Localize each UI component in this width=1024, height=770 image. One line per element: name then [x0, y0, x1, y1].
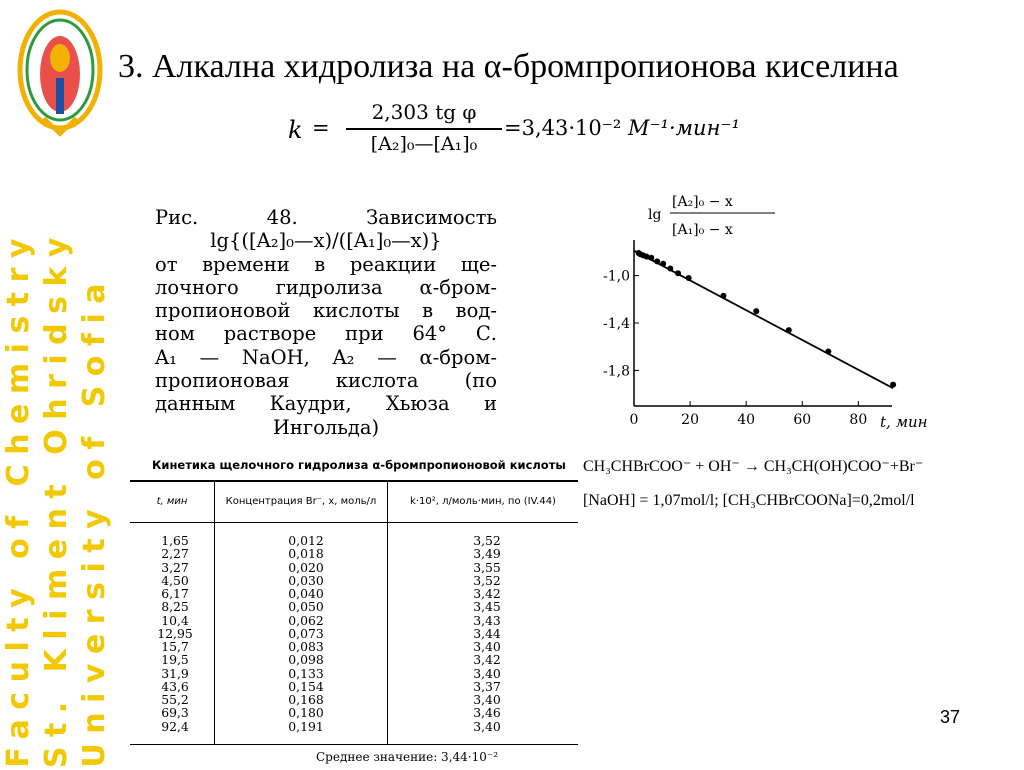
table-cell-concentration: 0,018 [288, 546, 324, 562]
caption-line: Ингольда) [272, 415, 380, 439]
data-point [660, 261, 666, 267]
formula-unit: M⁻¹·мин⁻¹ [627, 116, 740, 140]
ylabel-numerator: [A₂]₀ − x [672, 194, 733, 210]
table-header-concentration: Концентрация Br⁻, x, моль/л [215, 480, 387, 523]
table-cell-concentration: 0,154 [288, 678, 324, 694]
table-cell-concentration: 0,050 [288, 599, 324, 615]
formula-equals: = [312, 116, 330, 140]
table-header-k: k·10², л/моль·мин, по (IV.44) [388, 480, 578, 523]
table-cell-time: 12,95 [157, 625, 193, 641]
band-line-kliment: St. Kliment Ohridsky [39, 227, 74, 768]
table-cell-concentration: 0,083 [288, 639, 324, 654]
table-cell-time: 2,27 [161, 546, 189, 562]
table-cell-k: 3,49 [473, 546, 501, 562]
data-point [720, 293, 726, 299]
ylabel-denominator: [A₁]₀ − x [672, 222, 733, 238]
formula-fraction-bar [346, 128, 502, 130]
x-tick-label: 80 [849, 412, 868, 428]
university-band [0, 150, 118, 768]
table-cell-concentration: 0,168 [288, 692, 324, 707]
fit-line [634, 251, 893, 389]
table-cell-time: 10,4 [161, 612, 189, 628]
data-point [648, 255, 654, 261]
table-cell-concentration: 0,133 [288, 665, 324, 681]
caption-line: ном растворе при 64° С. [155, 322, 497, 346]
table-cell-concentration: 0,040 [288, 586, 324, 601]
table-cell-k: 3,40 [473, 665, 501, 681]
x-tick-label: 0 [629, 412, 639, 428]
caption-line: пропионовой кислоты в вод- [155, 299, 497, 323]
caption-line: лочного гидролиза α-бром- [155, 275, 497, 299]
table-footer-mean: Среднее значение: 3,44·10⁻² [316, 750, 499, 764]
kinetics-graph [600, 184, 940, 436]
data-point [654, 258, 660, 264]
table-cell-k: 3,40 [473, 639, 501, 654]
caption-line: Рис. 48. Зависимость [155, 206, 497, 229]
table-cell-concentration: 0,020 [288, 559, 324, 575]
caption-line: lg{([A₂]₀—x)/([A₁]₀—x)} [210, 229, 442, 253]
table-cell-k: 3,52 [473, 533, 501, 548]
band-line-university: University of Sofia [77, 274, 112, 768]
y-tick-label: -1,0 [603, 268, 630, 285]
table-cell-k: 3,46 [473, 705, 501, 721]
table-cell-time: 92,4 [161, 718, 189, 734]
caption-line: пропионовая кислота (по [155, 369, 497, 393]
reaction-equation: CH₃CHBrCOO⁻ + OH⁻ → CH₃CH(OH)COO⁻+Br⁻ [583, 458, 924, 475]
data-point [675, 270, 681, 276]
table-cell-k: 3,40 [473, 718, 501, 734]
table-cell-time: 31,9 [161, 665, 189, 681]
data-point [686, 275, 692, 281]
table-cell-k: 3,52 [473, 572, 501, 588]
formula-rhs [504, 116, 740, 140]
table-cell-concentration: 0,012 [288, 533, 324, 548]
caption-line: A₁ — NaOH, A₂ — α-бром- [155, 345, 497, 369]
table-cell-time: 1,65 [161, 533, 189, 548]
table-cell-k: 3,43 [473, 612, 501, 628]
y-tick-label: -1,8 [603, 363, 630, 380]
figure-caption [155, 206, 497, 439]
band-line-faculty: Faculty of Chemistry [1, 229, 36, 768]
table-cell-k: 3,40 [473, 692, 501, 707]
data-point [890, 382, 896, 388]
caption-line: данным Каудри, Хьюза и [155, 392, 497, 416]
university-logo [14, 8, 106, 140]
table-cell-time: 4,50 [161, 572, 189, 588]
table-header-time: t, мин [130, 480, 214, 523]
reaction-conditions: [NaOH] = 1,07mol/l; [CH₃CHBrCOONa]=0,2mol/l [583, 492, 915, 509]
formula-numerator: 2,303 tg φ [371, 100, 477, 124]
table-cell-time: 3,27 [161, 559, 189, 575]
rate-constant-formula [288, 100, 788, 160]
x-tick-label: 60 [793, 412, 812, 428]
table-cell-k: 3,44 [473, 625, 501, 641]
xlabel: t, мин [880, 413, 928, 431]
table-cell-k: 3,42 [473, 652, 501, 668]
table-cell-time: 19,5 [161, 652, 189, 668]
table-cell-time: 6,17 [161, 586, 189, 601]
table-cell-concentration: 0,098 [288, 652, 324, 668]
table-cell-concentration: 0,062 [288, 612, 324, 628]
table-cell-k: 3,55 [473, 559, 501, 575]
data-point [825, 348, 831, 354]
table-cell-concentration: 0,191 [288, 718, 324, 734]
data-point [753, 308, 759, 314]
table-cell-concentration: 0,030 [288, 572, 324, 588]
table-cell-k: 3,45 [473, 599, 501, 615]
x-tick-label: 40 [737, 412, 756, 428]
formula-denominator: [A₂]₀—[A₁]₀ [370, 133, 478, 155]
slide-title: 3. Алкална хидролиза на α-бромпропионова киселина [118, 48, 899, 85]
table-column-k [462, 534, 512, 733]
x-tick-label: 20 [681, 412, 700, 428]
table-cell-time: 55,2 [161, 692, 189, 707]
ylabel-lg: lg [648, 207, 662, 223]
table-title: Кинетика щелочного гидролиза α-бромпропионовой кислоты [152, 458, 566, 472]
table-cell-k: 3,37 [473, 678, 501, 694]
table-cell-time: 43,6 [161, 678, 189, 694]
data-point [786, 327, 792, 333]
data-point [667, 265, 673, 271]
formula-value: =3,43·10⁻² [504, 116, 622, 140]
table-cell-time: 8,25 [161, 599, 189, 615]
table-cell-concentration: 0,073 [288, 625, 324, 641]
page-number: 37 [940, 707, 961, 727]
table-column-concentration [276, 534, 336, 733]
table-cell-k: 3,42 [473, 586, 501, 601]
table-footer-rule [130, 744, 578, 745]
y-tick-label: -1,4 [603, 316, 630, 332]
table-cell-concentration: 0,180 [288, 705, 324, 721]
formula-k: k [288, 116, 303, 144]
table-cell-time: 69,3 [161, 705, 189, 721]
table-column-time [150, 534, 200, 733]
table-cell-time: 15,7 [161, 639, 189, 654]
caption-line: от времени в реакции ще- [155, 252, 497, 276]
